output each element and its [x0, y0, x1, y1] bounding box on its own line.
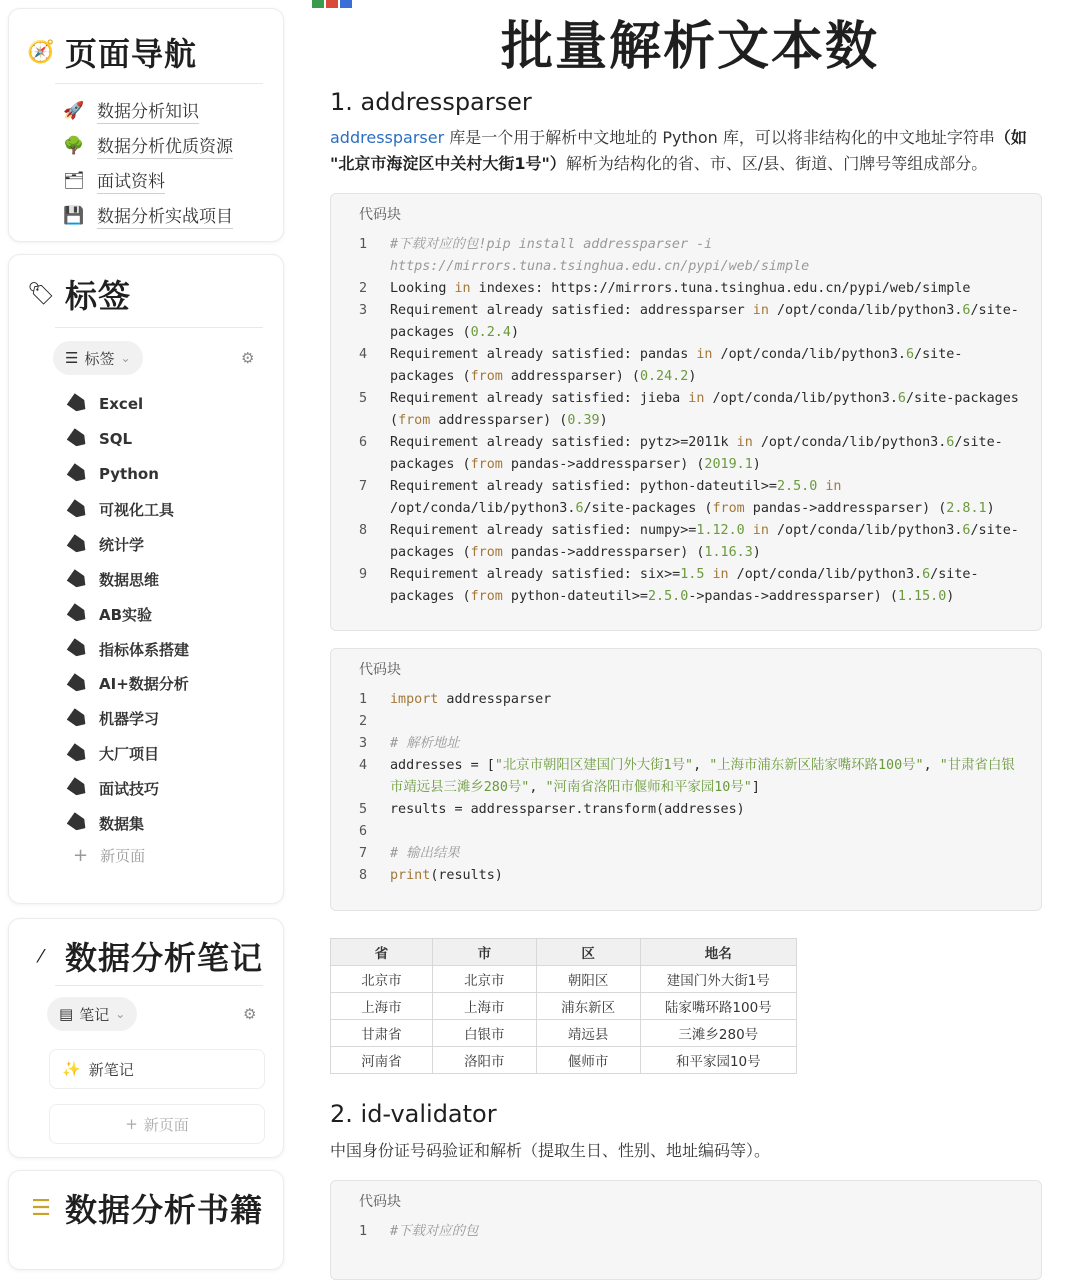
code-token: # 解析地址 — [390, 736, 460, 751]
nav-item-label: 面试资料 — [97, 167, 165, 194]
desc-text: 库是一个用于解析中文地址的 Python 库，可以将非结构化的中文地址字符串 — [444, 128, 995, 147]
new-page-label: 新页面 — [143, 1115, 189, 1134]
tag-item[interactable] — [69, 499, 174, 520]
code-token: # 输出结果 — [390, 846, 460, 861]
code-token: ) — [599, 413, 608, 428]
code-token: /site-packages ( — [390, 567, 979, 604]
code-text — [390, 476, 1021, 520]
desc-example: （如 "北京市海淀区中关村大街1号"） — [330, 128, 1027, 173]
list-icon: ☰ — [65, 349, 79, 367]
code-token: /site-packages ( — [390, 347, 963, 384]
desc-text: 解析为结构化的省、市、区/县、街道、门牌号等组成部分。 — [565, 154, 988, 173]
code-token: "甘肃省白银市靖远县三滩乡280号" — [390, 758, 1015, 795]
code-token: /opt/conda/lib/python3. — [752, 435, 947, 450]
nav-item-projects[interactable] — [61, 202, 233, 229]
table-cell: 浦东新区 — [536, 993, 640, 1020]
code-text — [390, 689, 1021, 711]
tag-label: Excel — [99, 395, 144, 413]
tag-item[interactable] — [69, 395, 143, 413]
table-cell: 白银市 — [432, 1020, 536, 1047]
code-token: Requirement already satisfied: pytz>=2011k — [390, 435, 737, 450]
line-number: 4 — [359, 758, 368, 773]
code-text — [390, 234, 1021, 278]
line-number: 1 — [359, 237, 368, 252]
tags-header — [25, 271, 131, 317]
table-header-cell: 区 — [536, 939, 640, 966]
tag-item[interactable] — [69, 430, 132, 448]
code-token: "北京市朝阳区建国门外大街1号" — [494, 758, 694, 773]
code-token: 6 — [962, 523, 971, 538]
code-token: results = addressparser.transform(addresses) — [390, 802, 745, 817]
line-number: 8 — [359, 868, 368, 883]
code-token: Requirement already satisfied: jieba — [390, 391, 689, 406]
tag-icon — [67, 638, 90, 660]
page-nav-title: 页面导航 — [65, 35, 198, 73]
notes-card — [8, 918, 284, 1158]
page-nav-card — [8, 8, 284, 242]
divider — [55, 83, 263, 84]
page-title: 批量解析文本数 — [500, 16, 879, 77]
code-token: 0.2.4 — [470, 325, 511, 340]
new-note-label: 新笔记 — [88, 1060, 134, 1079]
line-number: 3 — [359, 736, 368, 751]
code-token: 2019.1 — [704, 457, 753, 472]
divider — [55, 985, 263, 986]
code-token: in — [712, 567, 729, 582]
table-cell: 甘肃省 — [331, 1020, 433, 1047]
code-token: in — [736, 435, 753, 450]
code-token: ) — [986, 501, 995, 516]
code-token: from — [470, 369, 503, 384]
code-text — [390, 865, 1021, 887]
code-token: 1.15.0 — [897, 589, 947, 604]
tags-card — [8, 254, 284, 904]
code-token: , — [529, 780, 546, 795]
code-token: 6 — [905, 347, 915, 362]
code-token: ) — [752, 545, 761, 560]
tags-title: 标签 — [65, 277, 132, 315]
table-header-cell: 省 — [331, 939, 433, 966]
books-card — [8, 1170, 284, 1270]
table-row — [331, 993, 797, 1020]
books-title: 数据分析书籍 — [65, 1191, 264, 1229]
tag-item[interactable] — [69, 534, 144, 555]
code-token: /opt/conda/lib/python3. — [728, 567, 923, 582]
code-text — [390, 564, 1021, 608]
tag-item[interactable] — [69, 778, 159, 799]
line-number: 1 — [359, 692, 368, 707]
code-token: 1.12.0 — [696, 523, 745, 538]
tag-icon — [67, 708, 90, 730]
section-heading: 1. addressparser — [330, 88, 532, 116]
new-note-button[interactable] — [49, 1049, 265, 1089]
code-token: pandas->addressparser) ( — [502, 545, 705, 560]
tag-icon — [67, 428, 90, 450]
code-text — [390, 799, 1021, 821]
line-number: 7 — [359, 846, 368, 861]
notes-chip-label: 笔记 — [79, 1005, 110, 1024]
tag-label: 大厂项目 — [99, 745, 160, 763]
tag-label: AI+数据分析 — [99, 675, 189, 694]
table-header-cell: 地名 — [640, 939, 796, 966]
code-text — [390, 300, 1021, 344]
code-token: in — [752, 303, 769, 318]
tag-icon — [67, 777, 90, 799]
table-row — [331, 1047, 797, 1074]
code-block-label: 代码块 — [359, 662, 401, 678]
code-token: addressparser) ( — [502, 369, 640, 384]
nav-item-label: 数据分析知识 — [97, 97, 199, 124]
code-token — [745, 523, 753, 538]
tag-item[interactable] — [69, 673, 189, 694]
label-icon: 🏷 — [27, 281, 55, 307]
code-token: /opt/conda/lib/python3. — [768, 303, 963, 318]
table-cell: 靖远县 — [536, 1020, 640, 1047]
tag-item[interactable] — [69, 708, 159, 729]
code-token: print — [390, 868, 431, 883]
line-number: 3 — [359, 303, 368, 318]
table-cell: 洛阳市 — [432, 1047, 536, 1074]
tag-icon — [67, 569, 90, 591]
document-icon: ▤ — [59, 1005, 74, 1023]
tag-label: AB实验 — [99, 605, 153, 624]
tag-label: SQL — [99, 429, 133, 448]
tag-label: 统计学 — [99, 536, 145, 555]
code-token: 6 — [962, 303, 971, 318]
section-description — [330, 125, 1042, 177]
code-token: 6 — [897, 391, 906, 406]
logo-icon — [312, 0, 352, 8]
code-token: /opt/conda/lib/python3. — [704, 391, 898, 406]
code-token: 0.24.2 — [639, 369, 689, 384]
code-token: ->pandas->addressparser) ( — [688, 589, 898, 604]
tag-icon — [67, 673, 90, 695]
tag-label: 可视化工具 — [99, 501, 175, 520]
table-cell: 陆家嘴环路100号 — [640, 993, 796, 1020]
table-cell: 偃师市 — [536, 1047, 640, 1074]
tag-label: 机器学习 — [99, 710, 160, 729]
code-block-label: 代码块 — [359, 207, 401, 223]
code-token: /opt/conda/lib/python3. — [390, 479, 850, 516]
code-token: in — [696, 347, 713, 362]
code-block[interactable] — [330, 648, 1042, 911]
code-block[interactable] — [330, 1180, 1042, 1280]
folder-icon: 🗂 — [63, 170, 85, 191]
table-cell: 北京市 — [331, 966, 433, 993]
divider — [55, 327, 263, 328]
line-number: 5 — [359, 391, 368, 406]
tree-icon: 🌳 — [63, 135, 85, 156]
code-token: in — [688, 391, 705, 406]
addressparser-link[interactable]: addressparser — [330, 128, 445, 147]
line-number: 6 — [359, 435, 368, 450]
rocket-icon: 🚀 — [63, 100, 85, 121]
code-token: 2.5.0 — [648, 589, 689, 604]
nav-item-label: 数据分析实战项目 — [97, 202, 233, 229]
code-text — [390, 278, 1021, 300]
new-page-button[interactable] — [49, 1104, 265, 1144]
tag-icon — [67, 499, 90, 521]
result-table — [330, 938, 797, 1074]
code-block-label: 代码块 — [359, 1194, 401, 1210]
code-token: , — [923, 758, 940, 773]
code-token: , — [693, 758, 710, 773]
table-cell: 上海市 — [331, 993, 433, 1020]
code-token: #下载对应的包 — [390, 1224, 479, 1239]
code-token: 6 — [946, 435, 955, 450]
table-row — [331, 966, 797, 993]
code-text — [390, 843, 1021, 865]
line-number: 8 — [359, 523, 368, 538]
checklist-icon: ☰ — [31, 1195, 51, 1221]
code-token: ) — [752, 457, 761, 472]
code-token: Looking — [390, 281, 455, 296]
compass-icon: 🧭 — [27, 39, 55, 65]
code-token: 6 — [922, 567, 931, 582]
code-token: Requirement already satisfied: numpy>= — [390, 523, 697, 538]
new-page-label: 新页面 — [100, 847, 146, 865]
tag-label: 面试技巧 — [99, 779, 160, 798]
code-token: from — [470, 545, 503, 560]
code-token: ) — [946, 589, 955, 604]
code-token: indexes: https://mirrors.tuna.tsinghua.edu.cn/pypi/web/simple — [470, 281, 971, 296]
nav-item-knowledge[interactable] — [61, 97, 199, 124]
line-number: 6 — [359, 824, 368, 839]
tag-icon — [67, 463, 90, 485]
code-token: 1.16.3 — [704, 545, 753, 560]
code-text — [390, 733, 1021, 755]
table-cell: 和平家园10号 — [640, 1047, 796, 1074]
table-cell: 上海市 — [432, 993, 536, 1020]
code-token: /site-packages ( — [390, 303, 1019, 340]
code-token: /opt/conda/lib/python3. — [768, 523, 963, 538]
table-cell: 北京市 — [432, 966, 536, 993]
code-text — [390, 388, 1027, 432]
code-token: 1.5 — [680, 567, 705, 582]
filter-settings-icon[interactable]: ⚙ — [241, 349, 255, 367]
code-token: "上海市浦东新区陆家嘴环路100号" — [709, 758, 924, 773]
code-token: pandas->addressparser) ( — [744, 501, 947, 516]
new-page-button[interactable] — [73, 845, 145, 866]
code-token: addresses = [ — [390, 758, 495, 773]
table-row — [331, 1020, 797, 1047]
line-number: 1 — [359, 1224, 368, 1239]
tag-item[interactable] — [69, 639, 189, 660]
line-number: 2 — [359, 714, 368, 729]
code-token: 0.39 — [567, 413, 600, 428]
tag-icon — [67, 603, 90, 625]
table-body — [331, 966, 797, 1074]
code-token: ] — [751, 780, 760, 795]
code-token: Requirement already satisfied: six>= — [390, 567, 681, 582]
nav-item-label: 数据分析优质资源 — [97, 132, 233, 159]
code-token: in — [752, 523, 769, 538]
code-token: "河南省洛阳市偃师和平家园10号" — [545, 780, 752, 795]
line-number: 9 — [359, 567, 368, 582]
floppy-icon: 💾 — [63, 205, 85, 226]
code-token: import — [390, 692, 439, 707]
code-block[interactable] — [330, 193, 1042, 631]
tag-label: 指标体系搭建 — [99, 640, 190, 659]
code-token: /site-packages ( — [390, 523, 1019, 560]
tag-icon — [67, 743, 90, 765]
table-header-cell: 市 — [432, 939, 536, 966]
code-token: from — [712, 501, 745, 516]
tags-view-selector[interactable] — [53, 341, 143, 375]
code-token: in — [825, 479, 842, 494]
code-text — [390, 344, 1021, 388]
plus-icon: + — [125, 1115, 138, 1133]
notes-header — [25, 933, 263, 979]
code-token: ) — [510, 325, 519, 340]
table-cell: 河南省 — [331, 1047, 433, 1074]
code-token: 2.8.1 — [946, 501, 987, 516]
line-number: 5 — [359, 802, 368, 817]
code-text — [390, 432, 1021, 476]
code-text — [390, 1221, 1021, 1243]
code-token: in — [454, 281, 471, 296]
code-text — [390, 755, 1021, 799]
tag-item[interactable] — [69, 569, 159, 590]
code-token: (results) — [430, 868, 503, 883]
chevron-down-icon: ⌄ — [120, 351, 131, 365]
code-token: addressparser) ( — [430, 413, 568, 428]
code-token: from — [470, 457, 503, 472]
code-token: /opt/conda/lib/python3. — [712, 347, 906, 362]
plus-icon: + — [73, 845, 89, 866]
table-cell: 三滩乡280号 — [640, 1020, 796, 1047]
code-token: pandas->addressparser) ( — [502, 457, 705, 472]
code-token: /site-packages ( — [583, 501, 713, 516]
section-description: 中国身份证号码验证和解析（提取生日、性别、地址编码等）。 — [330, 1141, 771, 1160]
tag-item[interactable] — [69, 743, 159, 764]
code-token: /site-packages ( — [390, 391, 1027, 428]
tag-label: Python — [99, 464, 159, 483]
code-token: ) — [688, 369, 697, 384]
code-token: Requirement already satisfied: addressparser — [390, 303, 753, 318]
tag-icon — [67, 534, 90, 556]
tag-item[interactable] — [69, 604, 152, 625]
page-nav-header — [25, 29, 197, 75]
code-token: 2.5.0 — [776, 479, 818, 494]
code-token: from — [470, 589, 503, 604]
chevron-down-icon: ⌄ — [115, 1007, 126, 1021]
code-token: #下载对应的包!pip install addressparser -i https://mirrors.tuna.tsinghua.edu.cn/pypi/web/simple — [390, 237, 810, 274]
books-header — [25, 1185, 263, 1231]
wand-icon: ⁄ — [39, 945, 43, 967]
code-token: Requirement already satisfied: pandas — [390, 347, 697, 362]
tag-label: 数据集 — [99, 814, 145, 833]
nav-item-resources[interactable] — [61, 132, 233, 159]
code-token: /site-packages ( — [390, 435, 1003, 472]
line-number: 4 — [359, 347, 368, 362]
code-token: 6 — [575, 501, 584, 516]
table-cell: 建国门外大街1号 — [640, 966, 796, 993]
tag-icon — [67, 393, 90, 415]
notes-title: 数据分析笔记 — [65, 939, 264, 977]
code-token: addressparser — [438, 692, 552, 707]
sparkle-wand-icon: ✨ — [62, 1060, 81, 1078]
code-token: from — [398, 413, 431, 428]
section-heading: 2. id-validator — [330, 1100, 497, 1128]
table-header-row — [331, 939, 797, 966]
tag-item[interactable] — [69, 465, 159, 483]
line-number: 7 — [359, 479, 368, 494]
filter-settings-icon[interactable]: ⚙ — [243, 1005, 257, 1023]
table-cell: 朝阳区 — [536, 966, 640, 993]
code-text — [390, 520, 1021, 564]
code-token: Requirement already satisfied: python-dateutil>= — [390, 479, 777, 494]
tags-chip-label: 标签 — [84, 349, 115, 368]
nav-item-interview[interactable] — [61, 167, 165, 194]
notes-view-selector[interactable] — [47, 997, 137, 1031]
tag-icon — [67, 812, 90, 834]
tag-item[interactable] — [69, 813, 144, 834]
tag-label: 数据思维 — [99, 571, 160, 589]
line-number: 2 — [359, 281, 368, 296]
code-token: python-dateutil>= — [502, 589, 648, 604]
